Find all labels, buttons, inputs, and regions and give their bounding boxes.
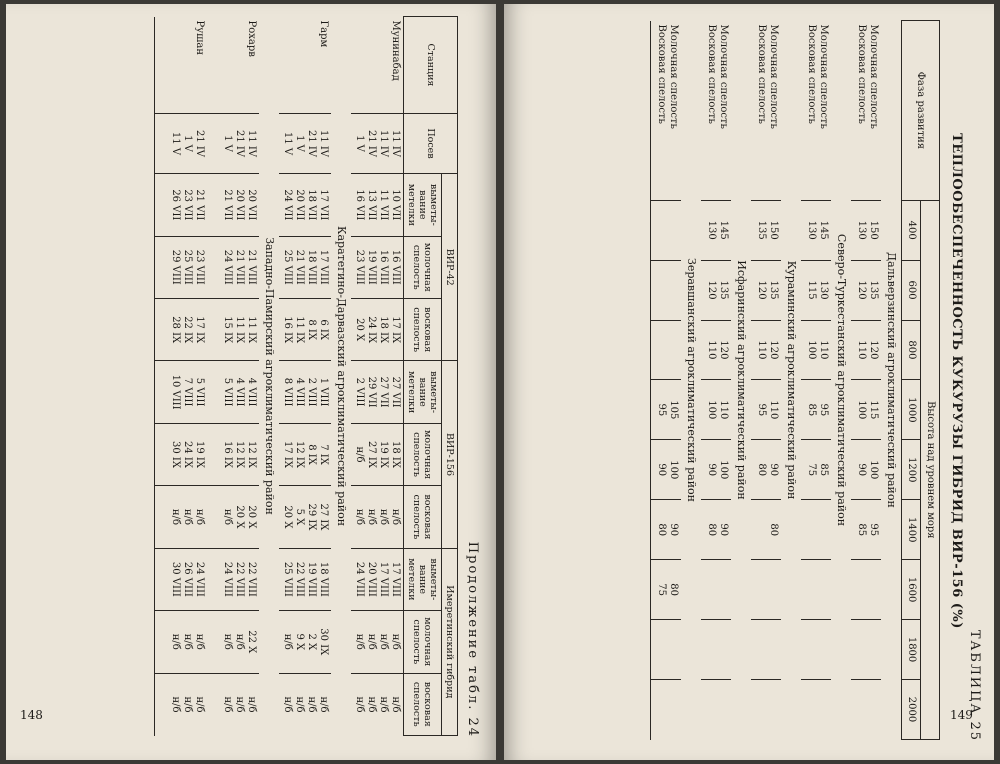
region-row	[331, 17, 351, 736]
rotated-table-25	[516, 20, 986, 742]
subheader: выметы- вание метелки	[404, 361, 442, 423]
table-cell: 110 95	[751, 380, 781, 440]
table-cell: 19 IX 24 IX 30 IX	[155, 423, 208, 485]
table-cell	[701, 680, 731, 740]
table-cell: 11 IV 11 IV 21 IV 1 V	[351, 113, 404, 173]
header-vir42: ВИР-42	[442, 174, 458, 361]
table-cell: 90 80	[701, 500, 731, 560]
table-cell: н/б н/б н/б н/б	[351, 611, 404, 673]
region-label: Исфаринский агроклиматический район	[735, 260, 748, 500]
table-cell: 4 VIII 4 VIII 5 VIII	[207, 361, 259, 423]
table-cell: н/б н/б н/б	[155, 611, 208, 673]
phase-label: Молочная спелость Восковая спелость	[706, 24, 729, 129]
header-altitude: Высота над уровнем моря	[921, 200, 940, 739]
header-phase: Фаза развития	[902, 21, 940, 201]
table-cell: 27 VII 27 VII 29 VII 2 VIII	[351, 361, 404, 423]
table-cell: 115 100	[851, 380, 881, 440]
table-row	[279, 17, 331, 736]
table-cell	[801, 680, 831, 740]
header-station: Станция	[404, 17, 458, 114]
table-cell: н/б н/б н/б	[155, 673, 208, 736]
table-row	[851, 21, 881, 740]
continuation-caption: Продолжение табл. 24	[465, 541, 480, 738]
station-name: Рохарв	[246, 20, 257, 57]
table-cell: 120 110	[851, 320, 881, 380]
table-cell: 85 75	[801, 440, 831, 500]
table-cell: 95 85	[851, 500, 881, 560]
region-label: Дальверзинский агроклиматический район	[885, 252, 898, 508]
table-cell: 135 120	[751, 260, 781, 320]
station-name: Рушан	[155, 17, 208, 114]
table-row	[751, 21, 781, 740]
table-cell: н/б н/б н/б н/б	[351, 486, 404, 548]
table-cell: 120 110	[701, 320, 731, 380]
table-cell	[701, 560, 731, 620]
subheader: молочная спелость	[404, 236, 442, 298]
altitude-header: 1800	[902, 620, 921, 680]
right-page	[504, 4, 994, 760]
altitude-header: 400	[902, 200, 921, 260]
phase-label: Молочная спелость Восковая спелость	[856, 24, 879, 129]
table-cell	[751, 620, 781, 680]
table-title: ТЕПЛООБЕСПЕЧЕННОСТЬ КУКУРУЗЫ ГИБРИД ВИР-156 (%)	[949, 133, 964, 629]
table-cell: 135 120	[851, 260, 881, 320]
table-cell	[651, 680, 682, 740]
phase-label: Молочная спелость Восковая спелость	[806, 24, 829, 129]
table-cell: 110 100	[801, 320, 831, 380]
table-cell: 7 IX 8 IX 12 IX 17 IX	[279, 423, 331, 485]
table-cell: 24 VIII 26 VIII 30 VIII	[155, 548, 208, 610]
altitude-header: 1200	[902, 440, 921, 500]
rotated-table-24	[14, 16, 484, 738]
region-label: Северо-Туркестанский агроклиматический район	[835, 233, 848, 527]
table-cell: 17 IX 18 IX 24 IX 20 X	[351, 298, 404, 360]
region-row	[781, 21, 801, 740]
table-cell: 100 90	[651, 440, 682, 500]
header-vir156: ВИР-156	[442, 361, 458, 548]
subheader: выметы- вание метелки	[404, 174, 442, 236]
table-cell: 17 VII 18 VII 20 VII 24 VII	[279, 174, 331, 236]
altitude-header: 1000	[902, 380, 921, 440]
region-label: Каратегино-Дарвазский агроклиматический район	[335, 225, 348, 527]
table-label: ТАБЛИЦА 25	[967, 629, 982, 742]
table-cell: 135 120	[701, 260, 731, 320]
table-cell: 120 110	[751, 320, 781, 380]
table-cell	[801, 500, 831, 560]
table-cell: 90 80	[751, 440, 781, 500]
table-cell: 90 80	[651, 500, 682, 560]
subheader: восковая спелость	[404, 673, 442, 736]
header-sowing: Посев	[404, 113, 458, 173]
table-cell	[651, 620, 682, 680]
phase-label: Молочная спелость Восковая спелость	[651, 21, 682, 201]
table-row	[651, 21, 682, 740]
table-cell	[651, 320, 682, 380]
page-number-right: 149	[950, 708, 973, 722]
table-cell: н/б н/б н/б	[155, 486, 208, 548]
table-cell: 150 130	[851, 200, 881, 260]
table-cell: 6 IX 8 IX 11 IX 16 IX	[279, 298, 331, 360]
table-cell: 105 95	[651, 380, 682, 440]
table-cell: н/б н/б н/б н/б	[279, 673, 331, 736]
table-cell: 130 115	[801, 260, 831, 320]
region-label: Зеравшанский агроклиматический район	[685, 257, 698, 503]
table-cell: 22 X н/б н/б	[207, 611, 259, 673]
table-cell: 110 100	[701, 380, 731, 440]
table-cell: 16 VIII 16 VIII 19 VIII 23 VIII	[351, 236, 404, 298]
header-imeretinsky: Имеретинский гибрид	[442, 548, 458, 735]
region-row	[259, 17, 279, 736]
table-cell	[651, 260, 682, 320]
region-row	[881, 21, 902, 740]
altitude-header: 1400	[902, 500, 921, 560]
table-cell: 17 IX 22 IX 28 IX	[155, 298, 208, 360]
region-label: Западно-Памирский агроклиматический район	[263, 237, 276, 515]
table-25-body	[651, 21, 902, 740]
table-row	[207, 17, 259, 736]
station-name: Мунинабад	[390, 20, 401, 81]
table-cell: 22 VIII 22 VIII 24 VIII	[207, 548, 259, 610]
subheader: выметы- вание метелки	[404, 548, 442, 610]
table-cell	[751, 680, 781, 740]
table-cell	[651, 200, 682, 260]
phase-label: Молочная спелость Восковая спелость	[756, 24, 779, 129]
subheader: молочная спелость	[404, 423, 442, 485]
table-cell: 80	[751, 500, 781, 560]
altitude-header: 1600	[902, 560, 921, 620]
table-cell	[851, 560, 881, 620]
table-cell: 17 VIII 18 VIII 21 VIII 25 VIII	[279, 236, 331, 298]
table-cell: 11 IV 21 IV 1 V	[207, 113, 259, 173]
table-cell: 11 IX 11 IX 15 IX	[207, 298, 259, 360]
table-cell: 21 IV 1 V 11 V	[155, 113, 208, 173]
table-cell: 100 90	[701, 440, 731, 500]
table-24	[154, 16, 458, 736]
table-cell: 145 130	[801, 200, 831, 260]
table-25	[650, 20, 940, 740]
table-cell: 27 IX 29 IX 5 X 20 X	[279, 486, 331, 548]
altitude-header: 600	[902, 260, 921, 320]
table-cell	[751, 560, 781, 620]
table-cell: 30 IX 2 X 9 X н/б	[279, 611, 331, 673]
table-cell: 95 85	[801, 380, 831, 440]
page-number-left: 148	[20, 708, 43, 722]
left-page	[6, 4, 496, 760]
table-cell: 17 VIII 17 VIII 20 VIII 24 VIII	[351, 548, 404, 610]
table-cell: 150 135	[751, 200, 781, 260]
table-cell	[801, 560, 831, 620]
table-cell: 18 VIII 19 VIII 22 VIII 25 VIII	[279, 548, 331, 610]
table-cell: 12 IX 12 IX 16 IX	[207, 423, 259, 485]
table-cell	[851, 680, 881, 740]
region-row	[831, 21, 851, 740]
subheader: молочная спелость	[404, 611, 442, 673]
table-cell: 21 VII 23 VII 26 VII	[155, 174, 208, 236]
table-cell: 21 VIII 21 VIII 24 VIII	[207, 236, 259, 298]
table-row	[351, 17, 404, 736]
region-row	[731, 21, 751, 740]
table-cell	[701, 620, 731, 680]
table-cell: 10 VII 11 VII 13 VII 16 VII	[351, 174, 404, 236]
table-cell: 5 VIII 7 VIII 10 VIII	[155, 361, 208, 423]
table-cell: 18 IX 19 IX 27 IX н/б	[351, 423, 404, 485]
table-cell	[851, 620, 881, 680]
region-label: Кураминский агроклиматический район	[785, 260, 798, 500]
table-cell: 20 X 20 X н/б	[207, 486, 259, 548]
table-cell: 20 VII 20 VII 21 VII	[207, 174, 259, 236]
table-cell	[801, 620, 831, 680]
altitude-header: 2000	[902, 680, 921, 740]
table-cell: 23 VIII 25 VIII 29 VIII	[155, 236, 208, 298]
table-cell: 1 VIII 2 VIII 4 VIII 8 VIII	[279, 361, 331, 423]
table-cell: н/б н/б н/б н/б	[351, 673, 404, 736]
station-name: Гарм	[318, 20, 329, 48]
region-row	[681, 21, 701, 740]
table-24-body	[155, 17, 404, 736]
table-row	[155, 17, 208, 736]
subheader: восковая спелость	[404, 298, 442, 360]
subheader: восковая спелость	[404, 486, 442, 548]
table-cell: 145 130	[701, 200, 731, 260]
table-row	[801, 21, 831, 740]
table-cell: н/б н/б н/б	[207, 673, 259, 736]
table-cell: 80 75	[651, 560, 682, 620]
table-row	[701, 21, 731, 740]
table-cell: 11 IV 21 IV 1 V 11 V	[279, 113, 331, 173]
altitude-header: 800	[902, 320, 921, 380]
table-cell: 100 90	[851, 440, 881, 500]
